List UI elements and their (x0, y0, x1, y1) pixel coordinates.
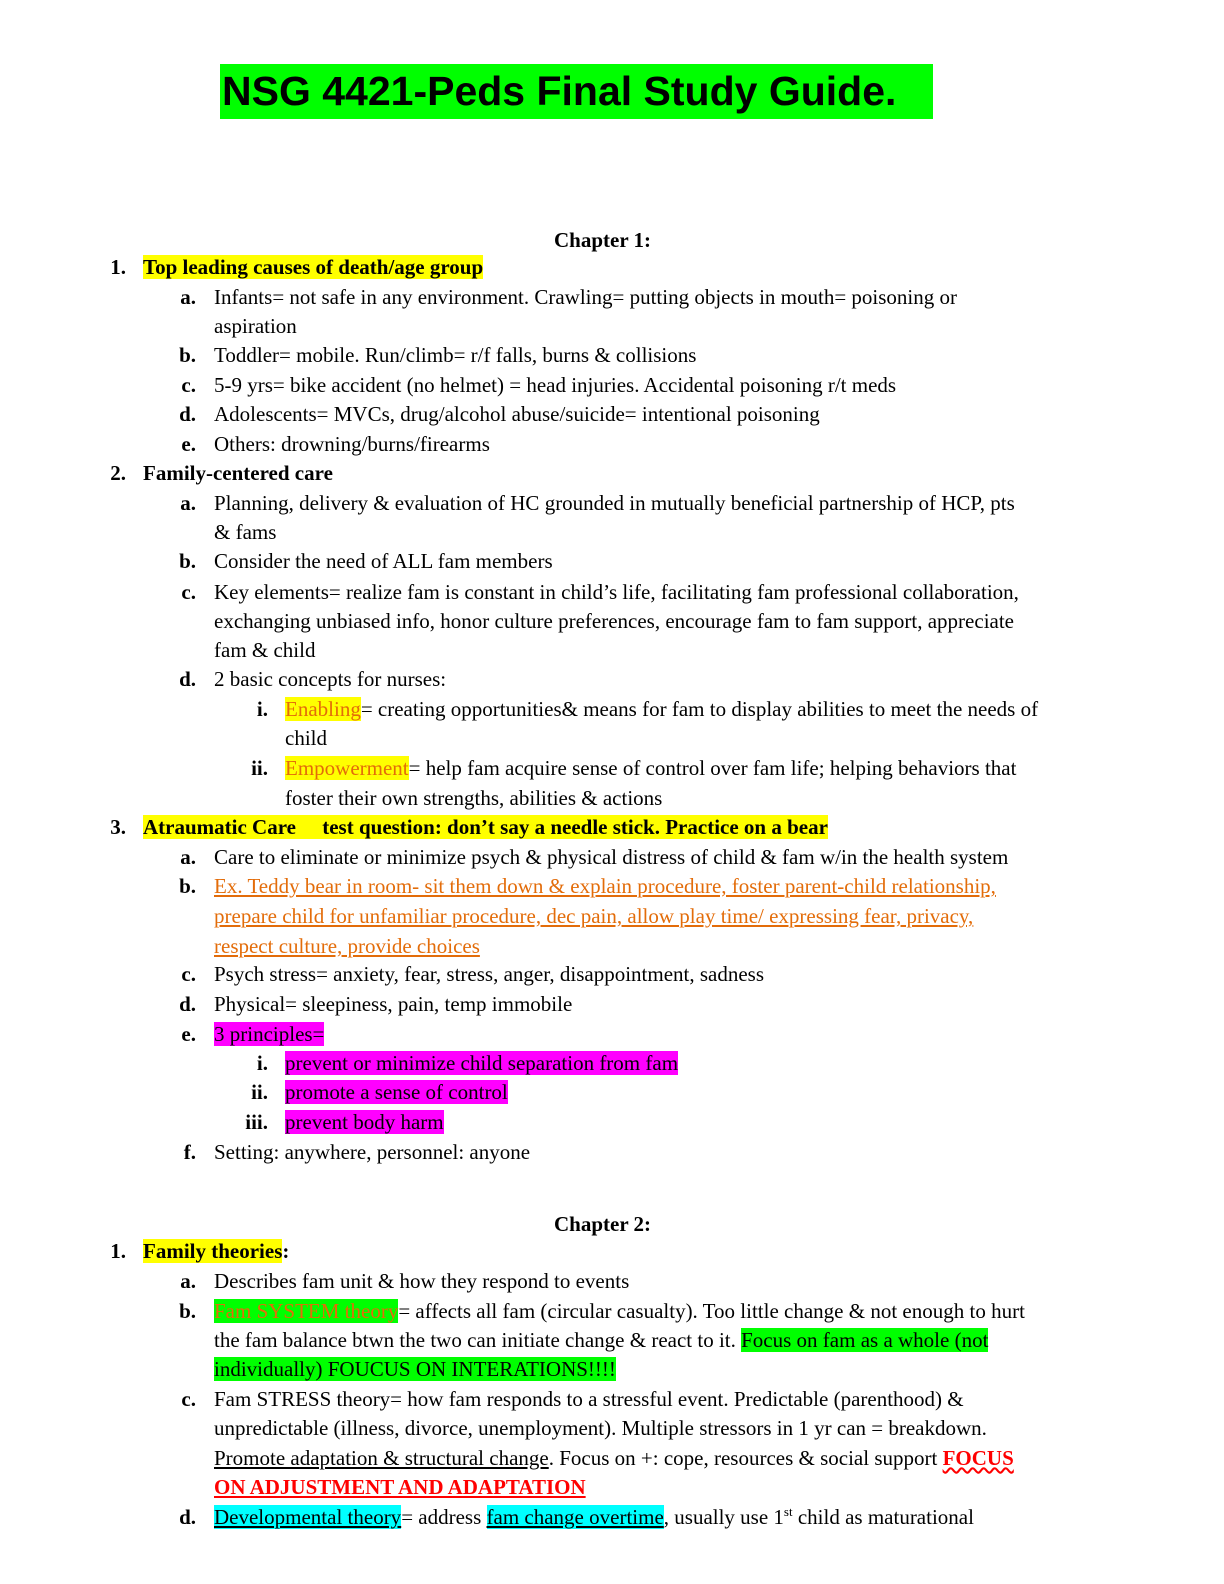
list-number: 3. (110, 815, 126, 839)
list-item: Adolescents= MVCs, drug/alcohol abuse/suicide= intentional poisoning (214, 402, 820, 426)
list-item: Setting: anywhere, personnel: anyone (214, 1140, 531, 1164)
list-item-continued: fam & child (214, 638, 316, 662)
list-item-continued: ON ADJUSTMENT AND ADAPTATION (214, 1475, 586, 1499)
list-roman: iii. (245, 1110, 268, 1134)
list-item-continued: respect culture, provide choices (214, 934, 480, 958)
list-letter: c. (181, 962, 196, 986)
list-letter: c. (181, 373, 196, 397)
list-item-principles: 3 principles= (214, 1022, 325, 1046)
list-item: Psych stress= anxiety, fear, stress, anger, disappointment, sadness (214, 962, 765, 986)
list-item-continued: Promote adaptation & structural change. Focus on +: cope, resources & social support FOCUS (214, 1446, 1014, 1470)
list-item: promote a sense of control (285, 1080, 508, 1104)
section-heading-atraumatic-care: Atraumatic Care test question: don’t say a needle stick. Practice on a bear (143, 815, 828, 839)
list-number: 1. (110, 255, 126, 279)
list-item: prevent body harm (285, 1110, 444, 1134)
list-item-continued: exchanging unbiased info, honor culture preferences, encourage fam to fam support, appreciate (214, 609, 1014, 633)
list-item-continued: prepare child for unfamiliar procedure, dec pain, allow play time/ expressing fear, privacy, (214, 904, 974, 928)
list-item-continued: & fams (214, 520, 277, 544)
list-letter: b. (179, 549, 196, 573)
section-heading-causes-of-death: Top leading causes of death/age group (143, 255, 484, 279)
page-title: NSG 4421-Peds Final Study Guide. (220, 64, 933, 119)
list-item: Key elements= realize fam is constant in child’s life, facilitating fam professional collaboration, (214, 580, 1019, 604)
list-item-developmental-theory: Developmental theory= address fam change overtime, usually use 1st child as maturational (214, 1504, 974, 1529)
list-item: Others: drowning/burns/firearms (214, 432, 490, 456)
list-item-family-stress-theory: Fam STRESS theory= how fam responds to a stressful event. Predictable (parenthood) & (214, 1387, 964, 1411)
list-item-continued: foster their own strengths, abilities & actions (285, 786, 663, 810)
list-item: Toddler= mobile. Run/climb= r/f falls, burns & collisions (214, 343, 697, 367)
list-item-empowerment: Empowerment= help fam acquire sense of control over fam life; helping behaviors that (285, 756, 1017, 780)
list-number: 2. (110, 461, 126, 485)
list-roman: ii. (251, 1080, 268, 1104)
section-heading-family-centered-care: Family-centered care (143, 461, 333, 485)
list-letter: a. (180, 491, 196, 515)
list-item: Describes fam unit & how they respond to events (214, 1269, 630, 1293)
list-letter: a. (180, 1269, 196, 1293)
list-number: 1. (110, 1239, 126, 1263)
list-item: Care to eliminate or minimize psych & physical distress of child & fam w/in the health system (214, 845, 1009, 869)
section-heading-family-theories: Family theories: (143, 1239, 290, 1263)
list-letter: d. (179, 402, 196, 426)
chapter-1-heading: Chapter 1: (553, 228, 652, 252)
list-item: Infants= not safe in any environment. Crawling= putting objects in mouth= poisoning or (214, 285, 958, 309)
list-letter: b. (179, 874, 196, 898)
list-letter: f. (183, 1140, 196, 1164)
list-item: 5-9 yrs= bike accident (no helmet) = head injuries. Accidental poisoning r/t meds (214, 373, 897, 397)
list-letter: c. (181, 580, 196, 604)
list-item-continued: individually) FOUCUS ON INTERATIONS!!!! (214, 1357, 616, 1381)
list-item-continued: aspiration (214, 314, 297, 338)
list-item-continued: the fam balance btwn the two can initiate change & react to it. Focus on fam as a whole (not (214, 1328, 989, 1352)
list-item: Planning, delivery & evaluation of HC grounded in mutually beneficial partnership of HCP, pts (214, 491, 1015, 515)
list-roman: i. (256, 697, 268, 721)
list-letter: b. (179, 343, 196, 367)
list-letter: e. (181, 432, 196, 456)
chapter-2-heading: Chapter 2: (553, 1212, 652, 1236)
list-item-enabling: Enabling= creating opportunities& means for fam to display abilities to meet the needs of (285, 697, 1039, 721)
list-letter: d. (179, 667, 196, 691)
list-letter: a. (180, 285, 196, 309)
list-item: Physical= sleepiness, pain, temp immobile (214, 992, 573, 1016)
list-letter: b. (179, 1299, 196, 1323)
list-letter: d. (179, 1505, 196, 1529)
list-letter: a. (180, 845, 196, 869)
list-roman: ii. (251, 756, 268, 780)
list-item-continued: child (285, 726, 327, 750)
list-item: prevent or minimize child separation from fam (285, 1051, 679, 1075)
list-item-example: Ex. Teddy bear in room- sit them down & explain procedure, foster parent-child relationship, (214, 874, 996, 898)
list-letter: c. (181, 1387, 196, 1411)
list-letter: e. (181, 1022, 196, 1046)
list-item: Consider the need of ALL fam members (214, 549, 553, 573)
list-letter: d. (179, 992, 196, 1016)
list-item-continued: unpredictable (illness, divorce, unemployment). Multiple stressors in 1 yr can = breakdown. (214, 1416, 987, 1440)
list-item: 2 basic concepts for nurses: (214, 667, 447, 691)
list-item-family-system-theory: Fam SYSTEM theory= affects all fam (circular casualty). Too little change & not enough to hurt (214, 1299, 1025, 1323)
list-roman: i. (256, 1051, 268, 1075)
